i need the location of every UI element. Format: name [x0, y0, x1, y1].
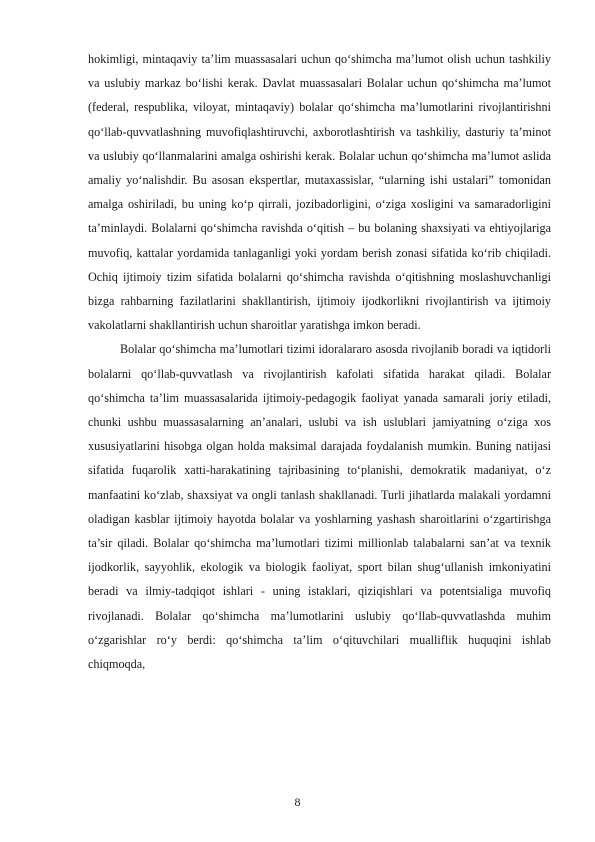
- page-body: [88, 47, 551, 676]
- paragraph-2: Bolalar qo‘shimcha ma’lumotlari tizimi idoralararo asosda rivojlanib boradi va iqtidorli bolalarni qo‘llab-quvvatlash va rivojlantirish kafolati sifatida harakat qiladi. Bolalar qo‘shimcha ta’lim muassasalarida ijtimoiy-pedagogik faoliyat yanada samarali joriy etiladi, chunki ushbu muassasalarning an’analari, uslubi va ish uslublari jamiyatning o‘ziga xos xususiyatlarini hisobga olgan holda maksimal darajada foydalanish mumkin. Buning natijasi sifatida fuqarolik xatti-harakatining tajribasining to‘planishi, demokratik madaniyat, o‘z manfaatini ko‘zlab, shaxsiyat va ongli tanlash shakllanadi. Turli jihatlarda malakali yordamni oladigan kasblar ijtimoiy hayotda bolalar va yoshlarning yashash sharoitlarini o‘zgartirishga ta’sir qiladi. Bolalar qo‘shimcha ma’lumotlari tizimi millionlab talabalarni san’at va texnik ijodkorlik, sayyohlik, ekologik va biologik faoliyat, sport bilan shug‘ullanish imkoniyatini beradi va ilmiy-tadqiqot ishlari - uning istaklari, qiziqishlari va potentsialiga muvofiq rivojlanadi. Bolalar qo‘shimcha ma’lumotlarini uslubiy qo‘llab-quvvatlashda muhim o‘zgarishlar ro‘y berdi: qo‘shimcha ta’lim o‘qituvchilari mualliflik huquqini ishlab chiqmoqda,: [88, 342, 551, 672]
- paragraph-1: hokimligi, mintaqaviy ta’lim muassasalari uchun qo‘shimcha ma’lumot olish uchun tashkiliy va uslubiy markaz bo‘lishi kerak. Davlat muassasalari Bolalar uchun qo‘shimcha ma’lumot (federal, respublika, viloyat, mintaqaviy) bolalar qo‘shimcha ma’lumotlarini rivojlantirishni qo‘llab-quvvatlashning muvofiqlashtiruvchi, axborotlashtirish va tashkiliy, dasturiy ta’minot va uslubiy qo‘llanmalarini amalga oshirishi kerak. Bolalar uchun qo‘shimcha ma’lumot aslida amaliy yo‘nalishdir. Bu asosan ekspertlar, mutaxassislar, “ularning ishi ustalari” tomonidan amalga oshiriladi, bu uning ko‘p qirrali, jozibadorligini, o‘ziga xosligini va samaradorligini ta’minlaydi. Bolalarni qo‘shimcha ravishda o‘qitish – bu bolaning shaxsiyati va ehtiyojlariga muvofiq, kattalar yordamida tanlaganligi yoki yordam berish zonasi sifatida ko‘rib chiqiladi. Ochiq ijtimoiy tizim sifatida bolalarni qo‘shimcha ravishda o‘qitishning moslashuvchanligi bizga rahbarning fazilatlarini shakllantirish, ijtimoiy ijodkorlikni rivojlantirish va ijtimoiy vakolatlarni shakllantirish uchun sharoitlar yaratishga imkon beradi.: [88, 52, 551, 333]
- page-number: 8: [294, 795, 301, 809]
